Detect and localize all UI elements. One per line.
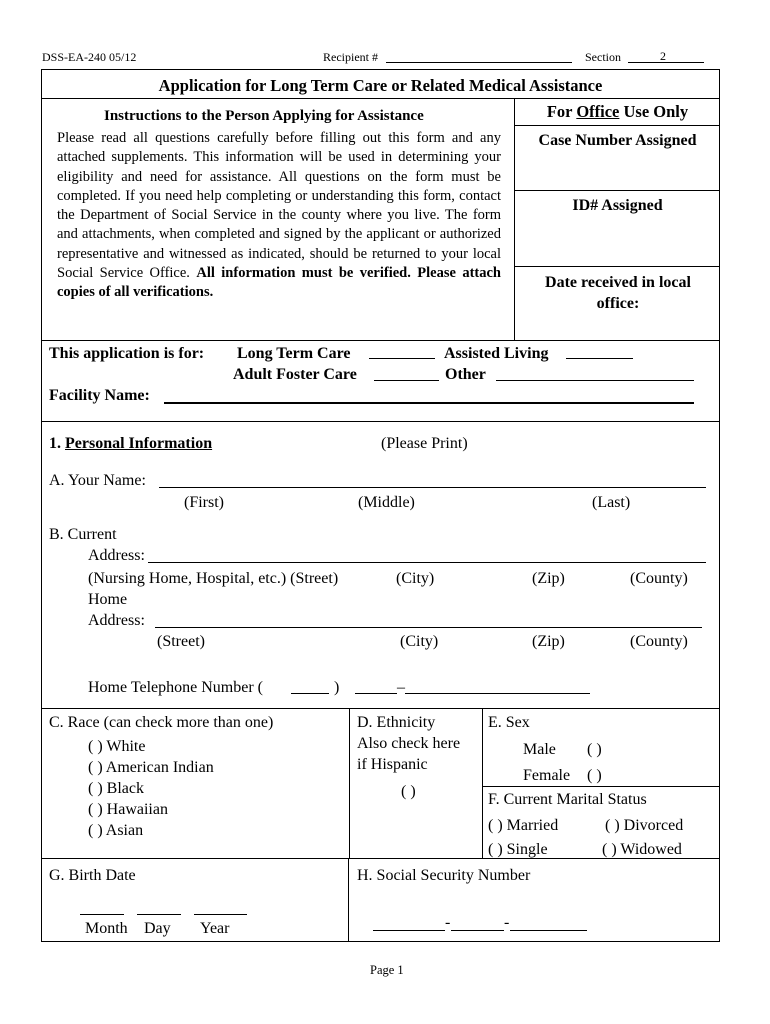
month-label: Month [85, 920, 128, 937]
birth-day-input[interactable] [137, 914, 181, 915]
date-received-label: Date received in local office: [545, 274, 691, 312]
page-number: Page 1 [370, 963, 404, 977]
facility-name-input[interactable] [164, 402, 694, 404]
long-term-care-input[interactable] [369, 358, 435, 359]
section-value: 2 [660, 49, 666, 63]
home-city-label: (City) [400, 633, 439, 650]
ssn-label: H. Social Security Number [357, 867, 531, 884]
section-divider-2 [41, 421, 720, 422]
current-address-label: Address: [88, 547, 145, 564]
current-city-label: (City) [396, 570, 435, 587]
assisted-living-label: Assisted Living [444, 345, 549, 362]
office-divider-1 [514, 125, 720, 126]
current-zip-label: (Zip) [532, 570, 565, 587]
nursing-home-street-label: (Nursing Home, Hospital, etc.) (Street) [88, 570, 339, 587]
sex-marital-divider [482, 786, 720, 787]
sex-label: E. Sex [488, 714, 530, 731]
home-phone-label: Home Telephone Number ( [88, 679, 263, 696]
ethnicity-sex-divider [482, 709, 483, 859]
last-label: (Last) [592, 494, 631, 511]
race-ethnicity-divider [349, 709, 350, 859]
ssn-part3-input[interactable] [510, 930, 587, 931]
ssn-part2-input[interactable] [451, 930, 504, 931]
recipient-label: Recipient # [323, 50, 378, 64]
ssn-dash-1: - [445, 914, 451, 931]
female-checkbox[interactable]: ( ) [587, 767, 602, 784]
section-input[interactable] [628, 62, 704, 63]
home-address-label: Address: [88, 612, 145, 629]
home-address-input[interactable] [155, 627, 702, 628]
current-label: B. Current [49, 526, 117, 543]
divorced-checkbox[interactable]: ( ) Divorced [605, 817, 684, 834]
home-zip-label: (Zip) [532, 633, 565, 650]
race-option-hawaiian[interactable]: ( ) Hawaiian [88, 801, 168, 818]
application-for-label: This application is for: [49, 345, 205, 362]
case-number-label: Case Number Assigned [538, 132, 697, 149]
phone-close-paren: ) [334, 679, 340, 696]
office-use-heading: For Office Use Only [546, 102, 689, 121]
race-option-black[interactable]: ( ) Black [88, 780, 144, 797]
widowed-checkbox[interactable]: ( ) Widowed [602, 841, 682, 858]
phone-dash: – [397, 679, 405, 696]
other-label: Other [445, 366, 486, 383]
middle-label: (Middle) [358, 494, 415, 511]
recipient-input[interactable] [386, 62, 572, 63]
race-option-asian[interactable]: ( ) Asian [88, 822, 144, 839]
current-county-label: (County) [630, 570, 688, 587]
single-checkbox[interactable]: ( ) Single [488, 841, 548, 858]
instructions-bold-text: All information must be verified. Please attach copies of all verifications. [57, 265, 501, 301]
hispanic-checkbox[interactable]: ( ) [401, 783, 416, 800]
form-id: DSS-EA-240 05/12 [42, 50, 137, 64]
home-county-label: (County) [630, 633, 688, 650]
current-address-input[interactable] [148, 562, 706, 563]
adult-foster-care-label: Adult Foster Care [233, 366, 357, 383]
race-option-american-indian[interactable]: ( ) American Indian [88, 759, 214, 776]
id-assigned-label: ID# Assigned [572, 197, 663, 214]
birth-month-input[interactable] [80, 914, 124, 915]
section-divider-1 [41, 340, 720, 341]
home-street-label: (Street) [157, 633, 205, 650]
long-term-care-label: Long Term Care [237, 345, 351, 362]
ssn-part1-input[interactable] [373, 930, 445, 931]
please-print-label: (Please Print) [381, 435, 468, 452]
phone-prefix-input[interactable] [355, 693, 397, 694]
instructions-heading: Instructions to the Person Applying for Assistance [104, 108, 424, 124]
ethnicity-line2: Also check here [357, 735, 461, 752]
married-checkbox[interactable]: ( ) Married [488, 817, 559, 834]
personal-info-heading: 1. Personal Information [49, 435, 213, 452]
form-title: Application for Long Term Care or Related Medical Assistance [158, 76, 603, 95]
year-label: Year [200, 920, 230, 937]
ssn-dash-2: - [504, 914, 510, 931]
instructions-text: Please read all questions carefully before filling out this form and any attached supplements. This information will be used in determining your eligibility and need for assistance. All questions on the form must be completed. If you need help completing or understanding this form, contact the Department of Social Service in the county where you live. The form and attachments, when completed and signed by the applicant or authorized representative and witnessed as indicated, should be returned to your local Social Service Office. [57, 130, 501, 282]
section-label: Section [585, 50, 621, 64]
day-label: Day [144, 920, 171, 937]
facility-name-label: Facility Name: [49, 387, 150, 404]
race-option-white[interactable]: ( ) White [88, 738, 146, 755]
phone-number-input[interactable] [405, 693, 590, 694]
race-label: C. Race (can check more than one) [49, 714, 274, 731]
assisted-living-input[interactable] [566, 358, 633, 359]
ethnicity-line3: if Hispanic [357, 756, 428, 773]
adult-foster-care-input[interactable] [374, 380, 439, 381]
marital-status-label: F. Current Marital Status [488, 791, 647, 808]
ethnicity-label: D. Ethnicity [357, 714, 436, 731]
title-divider [41, 98, 720, 99]
area-code-input[interactable] [291, 693, 329, 694]
office-divider-3 [514, 266, 720, 267]
male-label: Male [523, 741, 556, 758]
your-name-label: A. Your Name: [49, 472, 146, 489]
birth-date-label: G. Birth Date [49, 867, 136, 884]
instructions-body [57, 129, 501, 303]
birth-year-input[interactable] [194, 914, 247, 915]
home-label: Home [88, 591, 128, 608]
other-input[interactable] [496, 380, 694, 381]
female-label: Female [523, 767, 571, 784]
your-name-input[interactable] [159, 487, 706, 488]
office-divider-2 [514, 190, 720, 191]
male-checkbox[interactable]: ( ) [587, 741, 602, 758]
first-label: (First) [184, 494, 224, 511]
